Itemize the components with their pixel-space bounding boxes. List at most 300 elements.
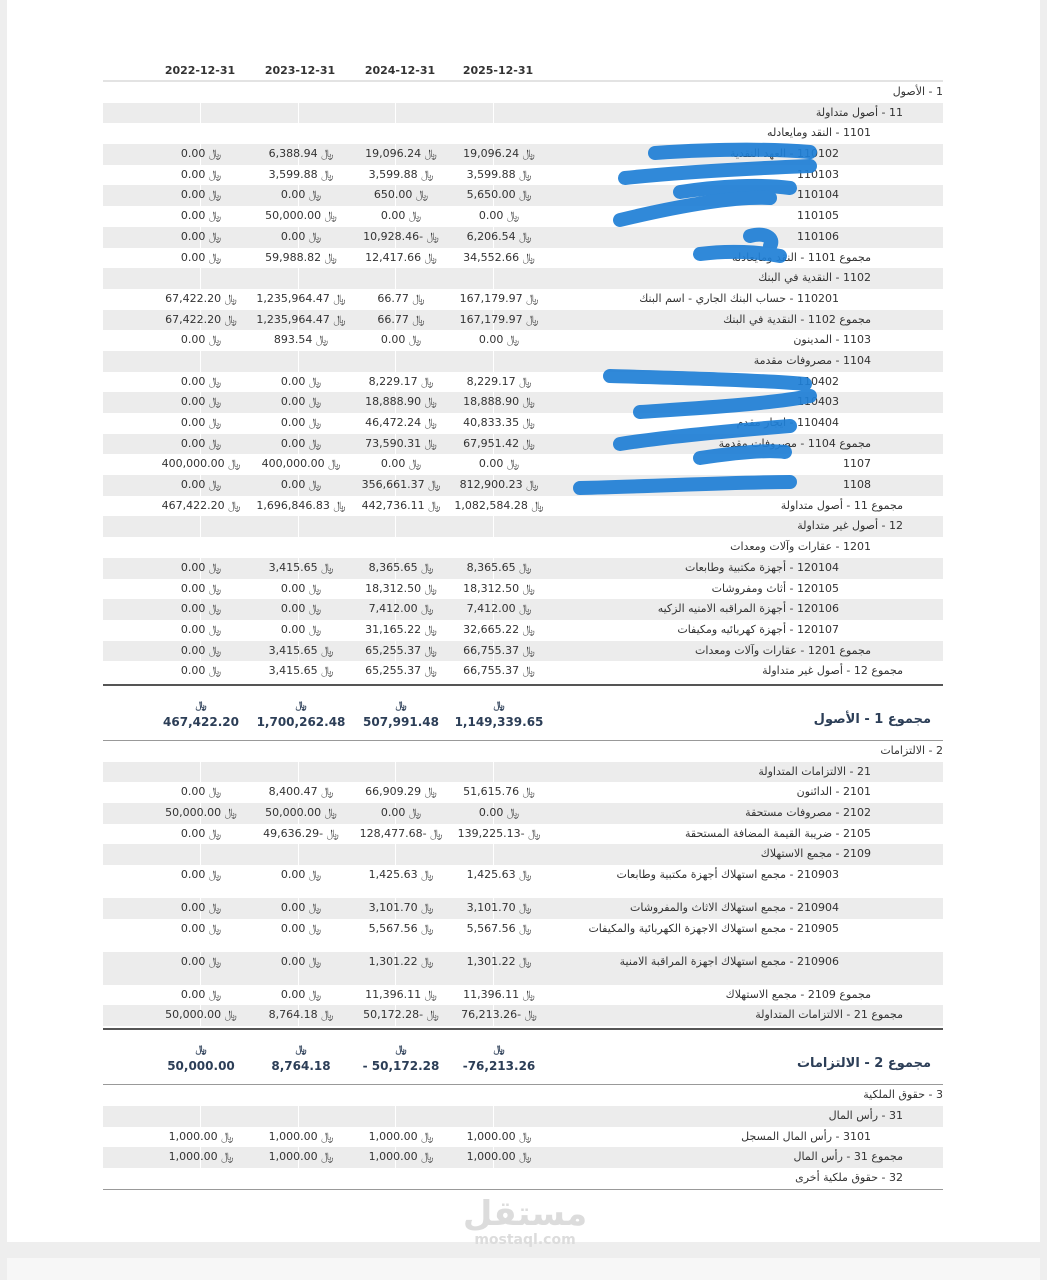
- amount-value: 0.00: [280, 868, 306, 882]
- amount-cell: [155, 868, 247, 882]
- page-footer-bar: [7, 1258, 1040, 1280]
- amount-cell: [155, 392, 247, 413]
- amount-value: 0.00: [280, 395, 306, 409]
- amount-cell: [155, 289, 247, 310]
- currency-icon: ﷼: [205, 602, 222, 616]
- column-divider: [493, 103, 494, 124]
- account-label: 2101 - الدائنون: [796, 785, 871, 799]
- amount-cell: [155, 413, 247, 434]
- amount-cell: [255, 558, 347, 579]
- amount-cell: [453, 955, 545, 969]
- amount-cell: [255, 661, 347, 682]
- section-total-amount: [453, 698, 545, 730]
- amount-value: 467,422.20: [161, 498, 225, 512]
- amount-value: 8,229.17: [368, 374, 418, 388]
- amount-value: 0.00: [380, 333, 406, 347]
- amount-value: 5,650.00: [466, 188, 516, 202]
- amount-value: 1,000.00: [268, 1150, 318, 1164]
- amount-cell: [255, 868, 347, 882]
- amount-cell: [155, 898, 247, 919]
- amount-value: 0.00: [180, 954, 206, 968]
- amount-cell: [453, 372, 545, 393]
- amount-value: 6,206.54: [466, 229, 516, 243]
- currency-icon: ﷼: [417, 374, 434, 388]
- currency-icon: ﷼: [195, 1044, 207, 1056]
- currency-icon: ﷼: [503, 806, 520, 819]
- amount-cell: [355, 824, 447, 845]
- currency-icon: ﷼: [217, 1129, 234, 1143]
- table-body: [103, 82, 943, 1190]
- column-divider: [298, 123, 299, 144]
- amount-cell: [255, 1147, 347, 1168]
- amount-cell: [255, 310, 347, 331]
- currency-icon: ﷼: [423, 1008, 439, 1022]
- table-row: [103, 310, 943, 331]
- amount-cell: [453, 782, 545, 803]
- column-header-2022: 2022-12-31: [164, 64, 236, 77]
- amount-value: 0.00: [280, 229, 306, 243]
- amount-value: 0.00: [180, 478, 206, 492]
- account-label: 2 - الالتزامات: [880, 743, 943, 757]
- amount-value: 0.00: [180, 921, 206, 935]
- amount-value: 400,000.00: [261, 457, 325, 471]
- currency-icon: ﷼: [305, 901, 322, 915]
- amount-value: 0.00: [380, 209, 406, 223]
- currency-icon: ﷼: [205, 416, 222, 429]
- currency-icon: ﷼: [519, 581, 535, 595]
- amount-value: 7,412.00: [466, 602, 516, 616]
- amount-value: 65,255.37: [365, 643, 422, 657]
- column-divider: [493, 1085, 494, 1106]
- currency-icon: ﷼: [421, 581, 437, 595]
- amount-value: 66.77: [377, 291, 409, 305]
- amount-value: 1,000.00: [368, 1150, 418, 1164]
- table-row: [103, 620, 943, 641]
- amount-value: 0.00: [478, 457, 504, 471]
- amount-cell: [155, 144, 247, 165]
- amount-cell: [155, 227, 247, 248]
- column-divider: [395, 1168, 396, 1189]
- currency-icon: ﷼: [317, 1008, 334, 1022]
- section-total-amount: [255, 698, 347, 730]
- column-divider: [493, 537, 494, 558]
- amount-cell: [453, 922, 545, 936]
- account-label: 3 - حقوق الملكية: [863, 1088, 943, 1102]
- currency-icon: ﷼: [519, 622, 535, 636]
- currency-icon: ﷼: [417, 1129, 434, 1143]
- table-row: [103, 844, 943, 865]
- amount-cell: [255, 641, 347, 662]
- currency-icon: ﷼: [421, 250, 437, 264]
- table-row: [103, 475, 943, 496]
- currency-icon: ﷼: [205, 333, 222, 347]
- column-header-row: [103, 62, 943, 82]
- amount-value: 167,179.97: [459, 291, 523, 305]
- amount-value: 19,096.24: [463, 147, 520, 161]
- account-label: 21 - الالتزامات المتداولة: [758, 764, 871, 778]
- amount-value: 3,101.70: [466, 901, 516, 915]
- section-total-label: مجموع 1 - الأصول: [813, 711, 931, 727]
- column-divider: [298, 741, 299, 762]
- amount-cell: [155, 922, 247, 936]
- currency-icon: ﷼: [417, 560, 434, 574]
- column-divider: [493, 1168, 494, 1189]
- account-label: 110402: [797, 374, 839, 388]
- table-row: [103, 330, 943, 351]
- currency-icon: ﷼: [417, 868, 434, 882]
- currency-icon: ﷼: [205, 643, 222, 657]
- currency-icon: ﷼: [417, 901, 434, 915]
- currency-icon: ﷼: [305, 581, 322, 595]
- currency-icon: ﷼: [515, 602, 532, 616]
- currency-icon: ﷼: [424, 478, 441, 492]
- currency-icon: ﷼: [305, 436, 322, 450]
- amount-value: 1,149,339.65: [454, 714, 544, 729]
- section-total-label: مجموع 2 - الالتزامات: [796, 1056, 931, 1072]
- amount-cell: [355, 868, 447, 882]
- account-label: مجموع 11 - أصول متداولة: [780, 498, 903, 512]
- column-header-2025: 2025-12-31: [462, 64, 534, 77]
- amount-value: 0.00: [180, 374, 206, 388]
- amount-cell: [155, 803, 247, 824]
- amount-value: 50,000.00: [165, 806, 222, 819]
- amount-cell: [355, 454, 447, 475]
- amount-value: 3,599.88: [466, 167, 516, 181]
- currency-icon: ﷼: [324, 457, 341, 471]
- account-label: 110104: [797, 188, 839, 202]
- amount-value: 3,599.88: [368, 167, 418, 181]
- amount-cell: [453, 248, 545, 269]
- account-label: 1201 - عقارات وآلات ومعدات: [730, 540, 871, 554]
- account-label: 110105: [797, 209, 839, 223]
- currency-icon: ﷼: [527, 498, 544, 512]
- amount-value: 0.00: [180, 643, 206, 657]
- currency-icon: ﷼: [224, 498, 241, 512]
- column-divider: [298, 1106, 299, 1127]
- section-total-amount: [155, 1042, 247, 1074]
- currency-icon: ﷼: [519, 643, 535, 657]
- column-divider: [200, 1085, 201, 1106]
- currency-icon: ﷼: [205, 167, 222, 181]
- amount-cell: [255, 803, 347, 824]
- currency-icon: ﷼: [305, 921, 322, 935]
- currency-icon: ﷼: [421, 416, 437, 429]
- currency-icon: ﷼: [405, 806, 422, 819]
- amount-value: 8,764.18: [268, 1008, 318, 1022]
- amount-value: 11,396.11: [365, 987, 422, 1001]
- amount-value: 0.00: [280, 416, 306, 429]
- amount-cell: [355, 922, 447, 936]
- amount-cell: [355, 392, 447, 413]
- currency-icon: ﷼: [221, 312, 237, 326]
- amount-cell: [355, 661, 447, 682]
- table-row: [103, 865, 943, 898]
- table-row: [103, 165, 943, 186]
- amount-value: 50,000.00: [167, 1059, 235, 1074]
- amount-cell: [453, 898, 545, 919]
- currency-icon: ﷼: [205, 395, 222, 409]
- amount-value: 19,096.24: [365, 147, 422, 161]
- currency-icon: ﷼: [305, 374, 322, 388]
- currency-icon: ﷼: [323, 826, 339, 840]
- amount-value: 67,951.42: [463, 436, 520, 450]
- amount-cell: [155, 1147, 247, 1168]
- amount-value: 0.00: [180, 147, 206, 161]
- table-row: [103, 82, 943, 103]
- amount-cell: [255, 475, 347, 496]
- amount-cell: [453, 165, 545, 186]
- column-divider: [200, 762, 201, 783]
- currency-icon: ﷼: [405, 209, 422, 223]
- amount-cell: [255, 579, 347, 600]
- currency-icon: ﷼: [317, 167, 334, 181]
- amount-value: 0.00: [280, 901, 306, 915]
- amount-value: 59,988.82: [265, 250, 322, 264]
- column-divider: [395, 82, 396, 103]
- amount-value: 0.00: [280, 987, 306, 1001]
- amount-cell: [453, 475, 545, 496]
- amount-value: 3,415.65: [268, 560, 318, 574]
- currency-icon: ﷼: [224, 457, 241, 471]
- currency-icon: ﷼: [195, 699, 207, 711]
- amount-cell: [355, 985, 447, 1006]
- table-row: [103, 898, 943, 919]
- amount-cell: [155, 558, 247, 579]
- amount-cell: [255, 206, 347, 227]
- amount-value: 0.00: [180, 167, 206, 181]
- amount-cell: [453, 579, 545, 600]
- section-total-row: [103, 684, 943, 740]
- currency-icon: ﷼: [524, 826, 541, 840]
- table-end-line: [103, 1189, 943, 1190]
- amount-value: 167,179.97: [459, 312, 523, 326]
- amount-value: 0.00: [478, 806, 504, 819]
- amount-value: 442,736.11: [361, 498, 425, 512]
- amount-cell: [155, 620, 247, 641]
- amount-value: 7,412.00: [368, 602, 418, 616]
- amount-value: 1,696,846.83: [256, 498, 330, 512]
- currency-icon: ﷼: [408, 312, 425, 326]
- amount-cell: [453, 558, 545, 579]
- amount-value: 1,235,964.47: [256, 291, 330, 305]
- amount-cell: [355, 1147, 447, 1168]
- amount-value: 18,888.90: [463, 395, 520, 409]
- currency-icon: ﷼: [515, 229, 532, 243]
- amount-cell: [355, 579, 447, 600]
- currency-icon: ﷼: [421, 785, 437, 799]
- table-row: [103, 1147, 943, 1168]
- amount-cell: [355, 289, 447, 310]
- amount-cell: [155, 1005, 247, 1026]
- amount-cell: [453, 985, 545, 1006]
- currency-icon: ﷼: [515, 921, 532, 935]
- amount-value: 66,755.37: [463, 664, 520, 678]
- amount-cell: [155, 599, 247, 620]
- amount-value: 0.00: [180, 395, 206, 409]
- amount-cell: [155, 165, 247, 186]
- account-label: 120106 - أجهزة المراقبه الامنيه الزكيه: [657, 602, 839, 616]
- currency-icon: ﷼: [205, 826, 222, 840]
- currency-icon: ﷼: [515, 560, 532, 574]
- amount-cell: [155, 641, 247, 662]
- amount-cell: [355, 475, 447, 496]
- column-divider: [298, 1085, 299, 1106]
- column-divider: [493, 516, 494, 537]
- amount-cell: [155, 579, 247, 600]
- account-label: 2109 - مجمع الاستهلاك: [760, 847, 871, 861]
- currency-icon: ﷼: [395, 1044, 407, 1056]
- currency-icon: ﷼: [421, 436, 437, 450]
- account-label: 110201 - حساب البنك الجاري - اسم البنك: [639, 291, 839, 305]
- currency-icon: ﷼: [205, 560, 222, 574]
- currency-icon: ﷼: [522, 312, 539, 326]
- table-row: [103, 537, 943, 558]
- account-label: 3101 - رأس المال المسجل: [741, 1129, 871, 1143]
- amount-cell: [255, 144, 347, 165]
- currency-icon: ﷼: [417, 1150, 434, 1164]
- amount-cell: [155, 372, 247, 393]
- amount-value: 32,665.22: [463, 622, 520, 636]
- amount-value: -50,172.28: [363, 1008, 424, 1022]
- amount-value: 18,312.50: [365, 581, 422, 595]
- amount-value: 1,000.00: [368, 1129, 418, 1143]
- amount-cell: [355, 599, 447, 620]
- currency-icon: ﷼: [503, 209, 520, 223]
- amount-cell: [453, 144, 545, 165]
- account-label: 31 - رأس المال: [828, 1108, 903, 1122]
- amount-value: 8,365.65: [466, 560, 516, 574]
- amount-cell: [155, 248, 247, 269]
- amount-cell: [453, 1147, 545, 1168]
- amount-cell: [453, 620, 545, 641]
- table-row: [103, 185, 943, 206]
- column-divider: [200, 844, 201, 865]
- currency-icon: ﷼: [515, 167, 532, 181]
- currency-icon: ﷼: [317, 560, 334, 574]
- column-divider: [493, 268, 494, 289]
- account-label: 11 - أصول متداولة: [815, 105, 903, 119]
- currency-icon: ﷼: [205, 209, 222, 223]
- column-divider: [298, 268, 299, 289]
- currency-icon: ﷼: [305, 622, 322, 636]
- amount-value: 467,422.20: [163, 714, 239, 729]
- currency-icon: ﷼: [519, 785, 535, 799]
- account-label: 1 - الأصول: [892, 85, 943, 98]
- amount-cell: [255, 1127, 347, 1148]
- amount-cell: [255, 955, 347, 969]
- currency-icon: ﷼: [405, 333, 422, 347]
- amount-cell: [155, 496, 247, 517]
- account-label: 120107 - أجهزة كهربائيه ومكيفات: [677, 622, 839, 636]
- currency-icon: ﷼: [205, 868, 222, 882]
- account-label: مجموع 1102 - النقدية في البنك: [723, 312, 871, 326]
- amount-value: -10,928.46: [363, 229, 424, 243]
- table-row: [103, 1085, 943, 1106]
- currency-icon: ﷼: [305, 229, 322, 243]
- currency-icon: ﷼: [205, 250, 222, 264]
- column-divider: [200, 516, 201, 537]
- amount-cell: [355, 782, 447, 803]
- account-label: 210904 - مجمع استهلاك الاثاث والمفروشات: [630, 901, 839, 915]
- amount-value: 0.00: [180, 664, 206, 678]
- column-divider: [493, 123, 494, 144]
- amount-cell: [453, 599, 545, 620]
- currency-icon: ﷼: [205, 664, 222, 678]
- amount-cell: [453, 330, 545, 351]
- currency-icon: ﷼: [412, 188, 429, 202]
- currency-icon: ﷼: [421, 987, 437, 1001]
- account-label: 1102 - النقدية في البنك: [758, 271, 871, 285]
- table-row: [103, 144, 943, 165]
- currency-icon: ﷼: [321, 209, 337, 223]
- amount-cell: [453, 868, 545, 882]
- currency-icon: ﷼: [312, 333, 329, 347]
- currency-icon: ﷼: [515, 901, 532, 915]
- column-divider: [395, 741, 396, 762]
- table-row: [103, 985, 943, 1006]
- amount-value: - 50,172.28: [362, 1059, 440, 1074]
- currency-icon: ﷼: [221, 1008, 237, 1022]
- currency-icon: ﷼: [305, 416, 322, 429]
- currency-icon: ﷼: [305, 987, 322, 1001]
- currency-icon: ﷼: [205, 188, 222, 202]
- amount-cell: [453, 289, 545, 310]
- section-total-amount: [255, 1042, 347, 1074]
- column-divider: [493, 82, 494, 103]
- amount-cell: [355, 165, 447, 186]
- amount-cell: [355, 558, 447, 579]
- amount-cell: [255, 372, 347, 393]
- column-divider: [200, 1168, 201, 1189]
- table-row: [103, 372, 943, 393]
- currency-icon: ﷼: [321, 250, 337, 264]
- column-divider: [395, 844, 396, 865]
- amount-value: 0.00: [478, 333, 504, 347]
- amount-cell: [155, 310, 247, 331]
- column-divider: [298, 351, 299, 372]
- amount-cell: [355, 372, 447, 393]
- amount-value: 0.00: [280, 374, 306, 388]
- amount-value: 0.00: [280, 581, 306, 595]
- account-label: مجموع 1104 - مصروفات مقدمة: [718, 436, 871, 450]
- currency-icon: ﷼: [317, 643, 334, 657]
- amount-cell: [255, 434, 347, 455]
- amount-value: 66,909.29: [365, 785, 422, 799]
- amount-value: 1,000.00: [168, 1150, 218, 1164]
- amount-value: 0.00: [180, 209, 206, 223]
- amount-cell: [453, 824, 545, 845]
- amount-value: -76,213.26: [462, 1059, 536, 1074]
- amount-value: 812,900.23: [459, 478, 523, 492]
- amount-value: 8,400.47: [268, 785, 318, 799]
- amount-value: 1,000.00: [168, 1129, 218, 1143]
- amount-cell: [255, 985, 347, 1006]
- amount-value: 5,567.56: [368, 921, 418, 935]
- account-label: 2105 - ضريبة القيمة المضافة المستحقة: [685, 826, 871, 840]
- account-label: 120105 - أثاث ومفروشات: [711, 581, 839, 595]
- section-total-amount: [155, 698, 247, 730]
- currency-icon: ﷼: [417, 602, 434, 616]
- table-row: [103, 599, 943, 620]
- amount-value: 0.00: [180, 901, 206, 915]
- table-row: [103, 413, 943, 434]
- currency-icon: ﷼: [423, 229, 439, 243]
- currency-icon: ﷼: [421, 395, 437, 409]
- currency-icon: ﷼: [305, 395, 322, 409]
- table-row: [103, 741, 943, 762]
- amount-cell: [453, 496, 545, 517]
- amount-cell: [355, 496, 447, 517]
